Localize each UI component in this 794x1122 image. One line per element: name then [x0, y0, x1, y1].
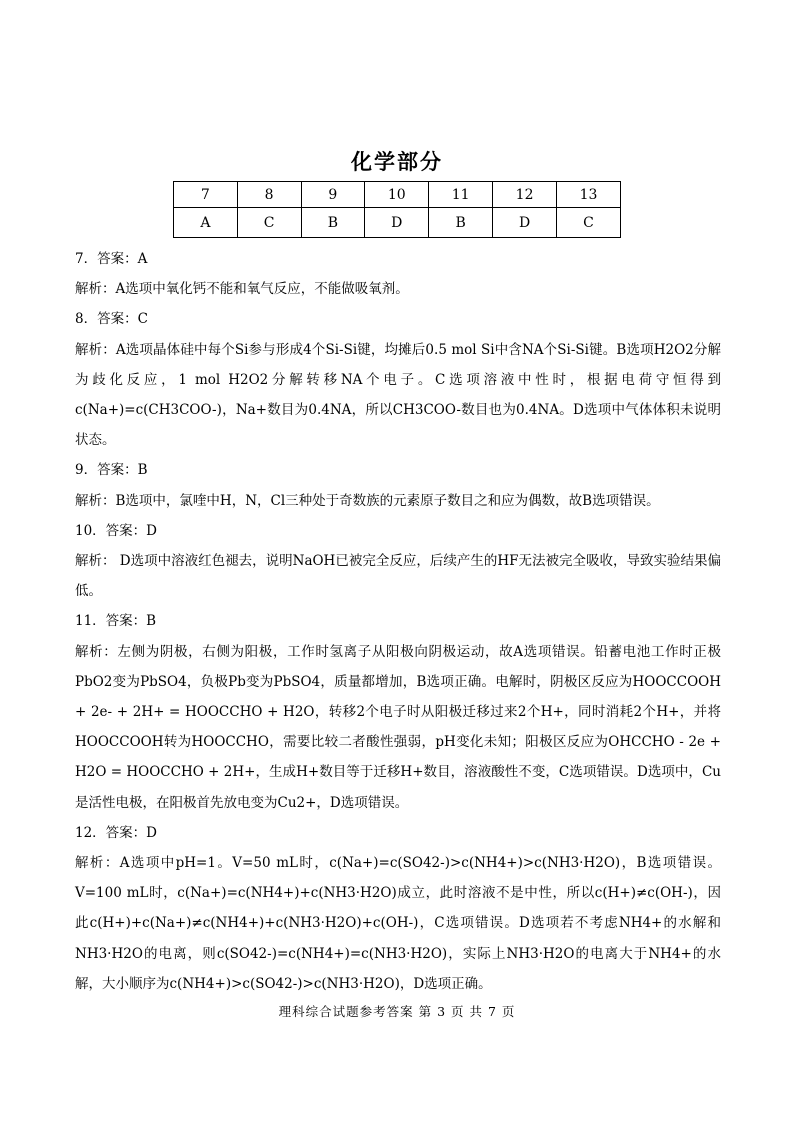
table-cell: 9 [301, 182, 365, 208]
answer-table [173, 181, 621, 238]
q7-answer: 7．答案：A [75, 251, 148, 267]
table-cell: 13 [557, 182, 621, 208]
answer-table-answer-row [174, 208, 621, 238]
table-cell: D [365, 208, 429, 238]
q12-answer: 12．答案：D [75, 824, 158, 841]
table-cell: B [301, 208, 365, 238]
page-footer: 理科综合试题参考答案 第 3 页 共 7 页 [278, 1004, 516, 1019]
answer-table-number-row [174, 182, 621, 208]
q9-analysis: 解析：B选项中，氯喹中H，N，Cl三种处于奇数族的元素原子数目之和应为偶数，故B选项错误。 [75, 492, 660, 509]
q10-answer: 10．答案：D [75, 522, 158, 539]
q11-analysis: 解析：左侧为阴极，右侧为阳极，工作时氢离子从阳极向阴极运动，故A选项错误。铅蓄电池工作时正极PbO2变为PbSO4，负极Pb变为PbSO4，质量都增加，B选项正确。电解时，阴极区反应为HOOCCOOH + 2e- + 2H+ = HOOCCHO + H2O，转移2个电子时从阳极迁移过来2个H+，同时消耗2个H+，并将HOOCCOOH转为HOOCCHO，需要比较二者酸性强弱，pH变化未知；阳极区反应为OHCCHO - 2e + H2O = HOOCCHO + 2H+，生成H+数目等于迁移H+数目，溶液酸性不变，C选项错误。D选项中，Cu是活性电极，在阳极首先放电变为Cu2+，D选项错误。 [75, 643, 721, 811]
q8-answer: 8．答案：C [75, 311, 148, 328]
table-cell: 10 [365, 182, 429, 208]
answers-body [75, 244, 721, 999]
section-title: 化学部分 [351, 150, 443, 174]
q10-analysis: 解析： D选项中溶液红色褪去，说明NaOH已被完全反应，后续产生的HF无法被完全吸收，导致实验结果偏低。 [75, 553, 721, 600]
table-cell: D [493, 208, 557, 238]
table-cell: 11 [429, 182, 493, 208]
table-cell: 12 [493, 182, 557, 208]
q7-analysis: 解析：A选项中氧化钙不能和氧气反应，不能做吸氧剂。 [75, 281, 409, 298]
table-cell: A [174, 208, 238, 238]
q12-analysis: 解析：A选项中pH=1。V=50 mL时，c(Na+)=c(SO42-)>c(NH4+)>c(NH3·H2O)，B选项错误。V=100 mL时，c(Na+)=c(NH4+)+c(NH3·H2O)成立，此时溶液不是中性，所以c(H+)≠c(OH-)，因此c(H+)+c(Na+)≠c(NH4+)+c(NH3·H2O)+c(OH-)，C选项错误。D选项若不考虑NH4+的水解和NH3·H2O的电离，则c(SO42-)=c(NH4+)=c(NH3·H2O)，实际上NH3·H2O的电离大于NH4+的水解，大小顺序为c(NH4+)>c(SO42-)>c(NH3·H2O)，D选项正确。 [75, 855, 721, 992]
table-cell: C [557, 208, 621, 238]
table-cell: B [429, 208, 493, 238]
table-cell: 7 [174, 182, 238, 208]
q8-analysis: 解析：A选项晶体硅中每个Si参与形成4个Si-Si键，均摊后0.5 mol Si中含NA个Si-Si键。B选项H2O2分解为歧化反应，1 mol H2O2分解转移NA个电子。C选项溶液中性时，根据电荷守恒得到c(Na+)=c(CH3COO-)，Na+数目为0.4NA，所以CH3COO-数目也为0.4NA。D选项中气体体积未说明状态。 [75, 341, 721, 449]
q9-answer: 9．答案：B [75, 462, 148, 479]
q11-answer: 11．答案：B [75, 613, 157, 630]
table-cell: 8 [237, 182, 301, 208]
table-cell: C [237, 208, 301, 238]
